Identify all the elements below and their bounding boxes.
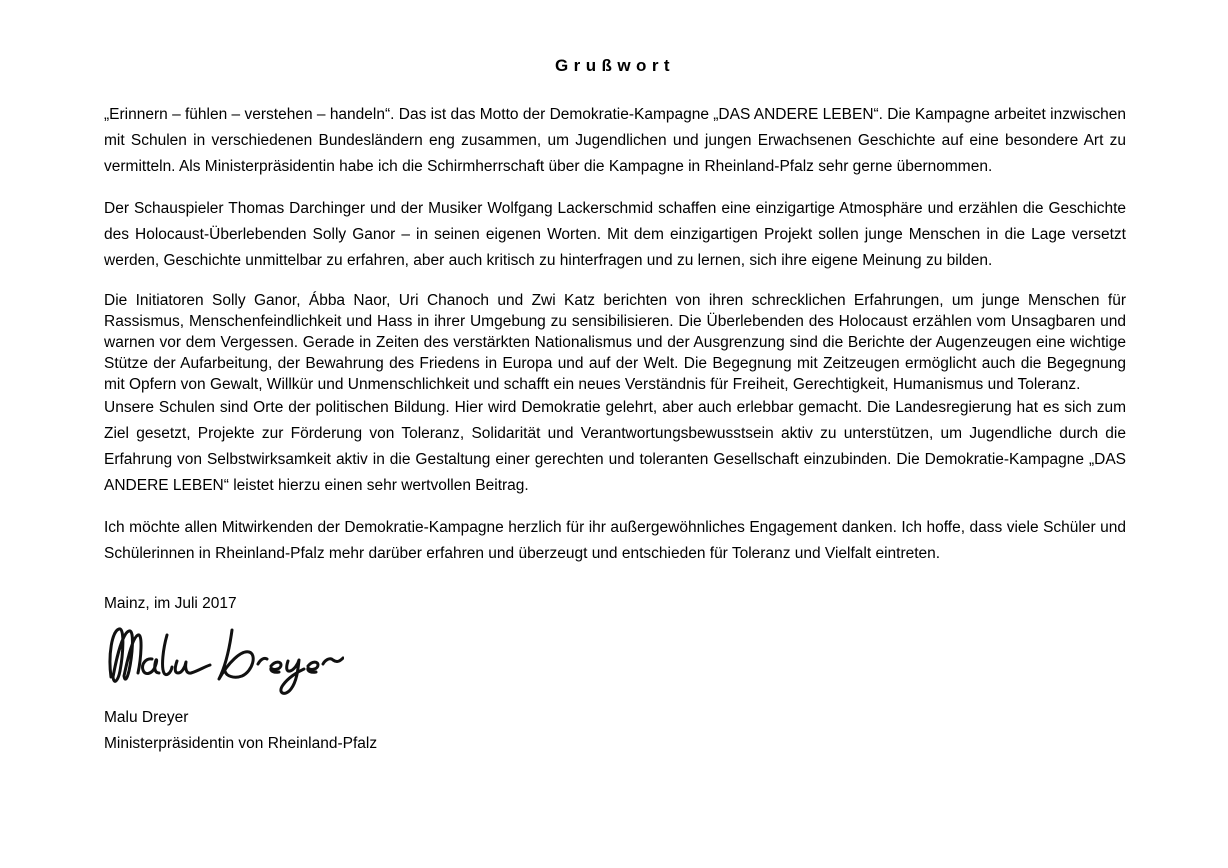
handwritten-signature [104,621,344,697]
paragraph-intro: „Erinnern – fühlen – verstehen – handeln“. Das ist das Motto der Demokratie-Kampagne „DAS ANDERE LEBEN“. Die Kampagne arbeitet inzwischen mit Schulen in verschiedenen Bundesländern eng zusammen, um Jugendlichen und jungen Erwachsenen Geschichte auf eine besondere Art zu vermitteln. Als Ministerpräsidentin habe ich die Schirmherrschaft über die Kampagne in Rheinland-Pfalz sehr gerne übernommen. [104,106,1126,175]
paragraph-initiators: Die Initiatoren Solly Ganor, Ábba Naor, Uri Chanoch und Zwi Katz berichten von ihren schrecklichen Erfahrungen, um junge Menschen für Rassismus, Menschenfeindlichkeit und Hass in ihrer Umgebung zu sensibilisieren. Die Überlebenden des Holocaust erzählen vom Unsagbaren und warnen vor dem Vergessen. Gerade in Zeiten des verstärkten Nationalismus und der Ausgrenzung sind die Berichte der Augenzeugen eine wichtige Stütze der Aufarbeitung, der Bewahrung des Friedens in Europa und auf der Welt. Die Begegnung mit Zeitzeugen ermöglicht auch die Begegnung mit Opfern von Gewalt, Willkür und Unmenschlichkeit und schafft ein neues Verständnis für Freiheit, Gerechtigkeit, Humanismus und Toleranz. [104,292,1126,393]
paragraph-schools: Unsere Schulen sind Orte der politischen Bildung. Hier wird Demokratie gelehrt, aber auch erlebbar gemacht. Die Landesregierung hat es sich zum Ziel gesetzt, Projekte zur Förderung von Toleranz, Solidarität und Verantwortungsbewusstsein aktiv zu unterstützen, um Jugendliche durch die Erfahrung von Selbstwirksamkeit aktiv in die Gestaltung einer gerechten und toleranten Gesellschaft einzubinden. Die Demokratie-Kampagne „DAS ANDERE LEBEN“ leistet hierzu einen sehr wertvollen Beitrag. [104,399,1126,494]
paragraph-thanks: Ich möchte allen Mitwirkenden der Demokratie-Kampagne herzlich für ihr außergewöhnliches Engagement danken. Ich hoffe, dass viele Schüler und Schülerinnen in Rheinland-Pfalz mehr darüber erfahren und überzeugt und entschieden für Toleranz und Vielfalt eintreten. [104,519,1126,562]
signatory-role: Ministerpräsidentin von Rheinland-Pfalz [104,735,378,752]
paragraph-project: Der Schauspieler Thomas Darchinger und der Musiker Wolfgang Lackerschmid schaffen eine einzigartige Atmosphäre und erzählen die Geschichte des Holocaust-Überlebenden Solly Ganor – in seinen eigenen Worten. Mit dem einzigartigen Projekt sollen junge Menschen in die Lage versetzt werden, Geschichte unmittelbar zu erfahren, aber auch kritisch zu hinterfragen und zu lernen, sich ihre eigene Meinung zu bilden. [104,200,1126,269]
signatory-name: Malu Dreyer [104,709,189,726]
page-title: Grußwort [554,56,675,75]
signature-handwriting-graphic [104,621,344,697]
place-date-line: Mainz, im Juli 2017 [104,595,237,612]
